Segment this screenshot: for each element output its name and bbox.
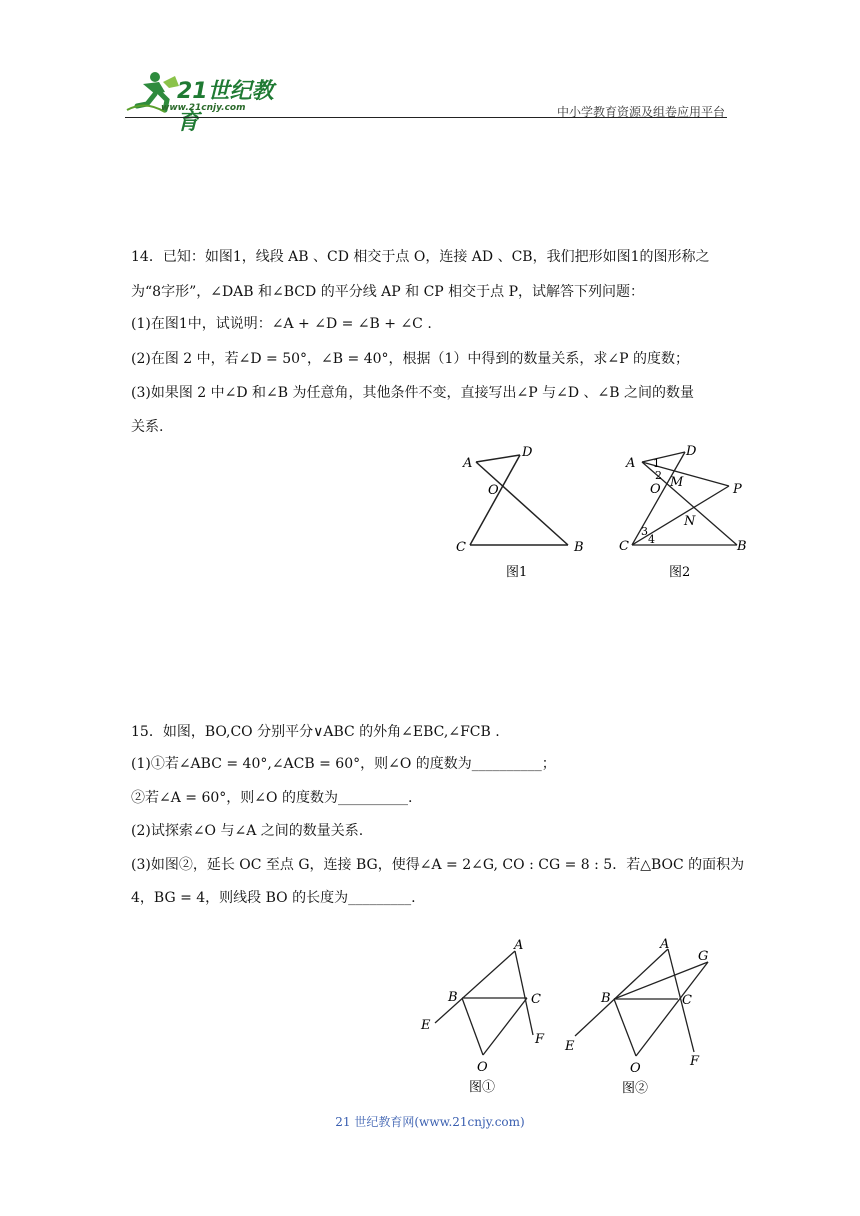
q14-fig1-caption: 图1 xyxy=(506,565,528,580)
q15-figure-2 xyxy=(558,932,733,1100)
q14-fig2-caption: 图2 xyxy=(669,565,691,580)
label-g: G xyxy=(698,949,709,964)
label-c: C xyxy=(531,992,541,1007)
label-e: E xyxy=(421,1018,431,1033)
label-a: A xyxy=(514,938,524,953)
label-c: C xyxy=(619,539,629,554)
q15-line-1: 15．如图，BO,CO 分别平分∨ABC 的外角∠EBC,∠FCB . xyxy=(131,724,500,740)
angle-4-label: 4 xyxy=(648,533,655,546)
angle-3-label: 3 xyxy=(641,525,648,538)
label-b: B xyxy=(737,539,747,554)
label-o: O xyxy=(630,1061,641,1076)
header-tagline: 中小学教育资源及组卷应用平台 xyxy=(556,105,725,119)
q14-line-5: (3)如果图 2 中∠D 和∠B 为任意角，其他条件不变，直接写出∠P 与∠D 、∠B 之间的数量 xyxy=(131,385,694,401)
q15-line-2: (1)①若∠ABC = 40°,∠ACB = 60°，则∠O 的度数为__________； xyxy=(131,756,556,772)
label-n: N xyxy=(684,514,696,529)
page-header xyxy=(125,70,725,135)
page-footer[interactable]: 21 世纪教育网(www.21cnjy.com) xyxy=(335,1115,525,1129)
q14-line-4: (2)在图 2 中，若∠D = 50°，∠B = 40°，根据（1）中得到的数量关系，求∠P 的度数； xyxy=(131,351,690,367)
label-m: M xyxy=(670,475,684,490)
label-b: B xyxy=(448,990,458,1005)
segment-dc xyxy=(470,455,520,545)
logo-text: 21世纪教育 xyxy=(177,79,274,135)
label-c: C xyxy=(682,993,692,1008)
q14-figure-1 xyxy=(450,440,600,585)
label-e: E xyxy=(565,1039,575,1054)
q14-line-1: 14．已知：如图1，线段 AB 、CD 相交于点 O，连接 AD 、CB，我们把形如图1的图形称之 xyxy=(131,249,710,265)
label-o: O xyxy=(650,482,661,497)
label-p: P xyxy=(733,482,742,497)
segment-co xyxy=(483,998,527,1055)
q15-line-3: ②若∠A = 60°，则∠O 的度数为__________. xyxy=(131,790,413,806)
label-a: A xyxy=(660,937,670,952)
site-logo xyxy=(125,70,295,135)
q15-fig1-caption: 图① xyxy=(469,1080,496,1095)
logo-url: www.21cnjy.com xyxy=(161,103,246,113)
segment-ad xyxy=(642,452,685,462)
segment-ad xyxy=(476,455,520,462)
q15-line-6: 4，BG = 4，则线段 BO 的长度为_________. xyxy=(131,890,416,906)
q15-line-5: (3)如图②，延长 OC 至点 G，连接 BG，使得∠A = 2∠G, CO : CG = 8 : 5．若△BOC 的面积为 xyxy=(131,857,745,873)
line-ae xyxy=(575,949,668,1036)
q15-fig2-caption: 图② xyxy=(622,1081,649,1096)
label-a: A xyxy=(626,456,636,471)
q15-figure-1 xyxy=(415,935,565,1100)
label-b: B xyxy=(601,991,611,1006)
label-d: D xyxy=(686,444,697,459)
label-f: F xyxy=(690,1054,700,1069)
segment-bo xyxy=(614,999,636,1056)
header-divider xyxy=(125,117,727,118)
segment-ab xyxy=(476,462,568,545)
label-a: A xyxy=(463,456,473,471)
line-ae xyxy=(435,951,515,1023)
label-b: B xyxy=(574,540,584,555)
label-o: O xyxy=(488,483,499,498)
angle-1-label: 1 xyxy=(653,457,660,470)
label-o: O xyxy=(477,1060,488,1075)
q14-line-3: (1)在图1中，试说明：∠A + ∠D = ∠B + ∠C . xyxy=(131,316,432,332)
q14-line-2: 为“8字形”，∠DAB 和∠BCD 的平分线 AP 和 CP 相交于点 P，试解答下列问题： xyxy=(131,284,645,300)
label-c: C xyxy=(456,540,466,555)
segment-bo xyxy=(462,998,483,1055)
label-f: F xyxy=(535,1032,545,1047)
q14-figure-2 xyxy=(615,440,765,585)
label-d: D xyxy=(522,445,533,460)
angle-2-label: 2 xyxy=(655,469,662,482)
q15-line-4: (2)试探索∠O 与∠A 之间的数量关系. xyxy=(131,823,364,839)
q14-line-6: 关系. xyxy=(131,419,164,435)
